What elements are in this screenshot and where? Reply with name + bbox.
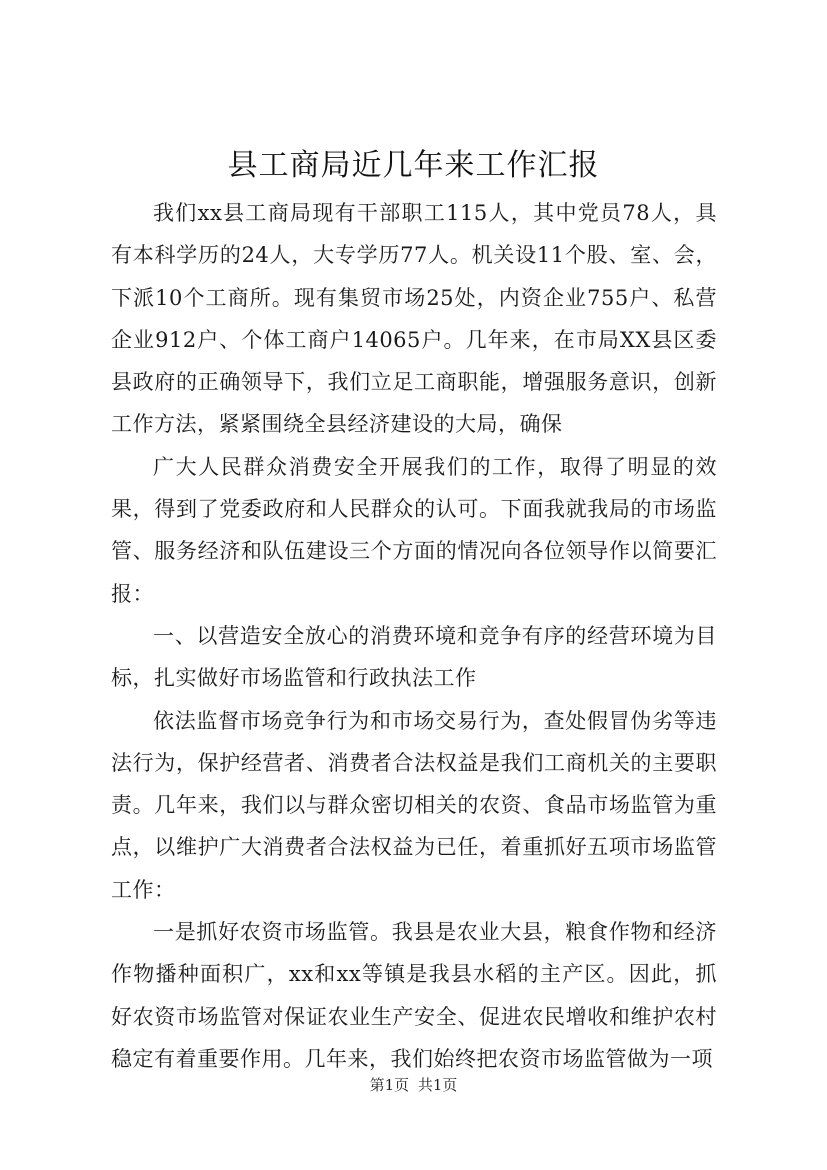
- document-title: 县工商局近几年来工作汇报: [227, 148, 600, 183]
- page-number: 第1页: [369, 1076, 410, 1094]
- paragraph-intro: 我们xx县工商局现有干部职工115人，其中党员78人，具有本科学历的24人，大专学历77人。机关设11个股、室、会，下派10个工商所。现有集贸市场25处，内资企业755户、私营企业912户、个体工商户14065户。几年来，在市局XX县区委县政府的正确领导下，我们立足工商职能，增强服务意识，创新工作方法，紧紧围绕全县经济建设的大局，确保: [111, 201, 717, 437]
- section-heading-1: 一、以营造安全放心的消费环境和竞争有序的经营环境为目标，扎实做好市场监管和行政执法工作: [111, 623, 717, 691]
- paragraph-overview: 广大人民群众消费安全开展我们的工作，取得了明显的效果，得到了党委政府和人民群众的认可。下面我就我局的市场监管、服务经济和队伍建设三个方面的情况向各位领导作以简要汇报：: [111, 454, 717, 606]
- paragraph-agri-supervision: 一是抓好农资市场监管。我县是农业大县，粮食作物和经济作物播种面积广，xx和xx等镇是我县水稻的主产区。因此，抓好农资市场监管对保证农业生产安全、促进农民增收和维护农村稳定有着重要作用。几年来，我们始终把农资市场监管做为一项: [111, 920, 717, 1071]
- page-footer: [0, 1075, 827, 1095]
- paragraph-duties: 依法监督市场竞争行为和市场交易行为，查处假冒伪劣等违法行为，保护经营者、消费者合法权益是我们工商机关的主要职责。几年来，我们以与群众密切相关的农资、食品市场监管为重点，以维护广大消费者合法权益为已任，着重抓好五项市场监管工作：: [111, 708, 717, 902]
- document-body: [111, 192, 717, 1080]
- page-total: 共1页: [417, 1076, 458, 1094]
